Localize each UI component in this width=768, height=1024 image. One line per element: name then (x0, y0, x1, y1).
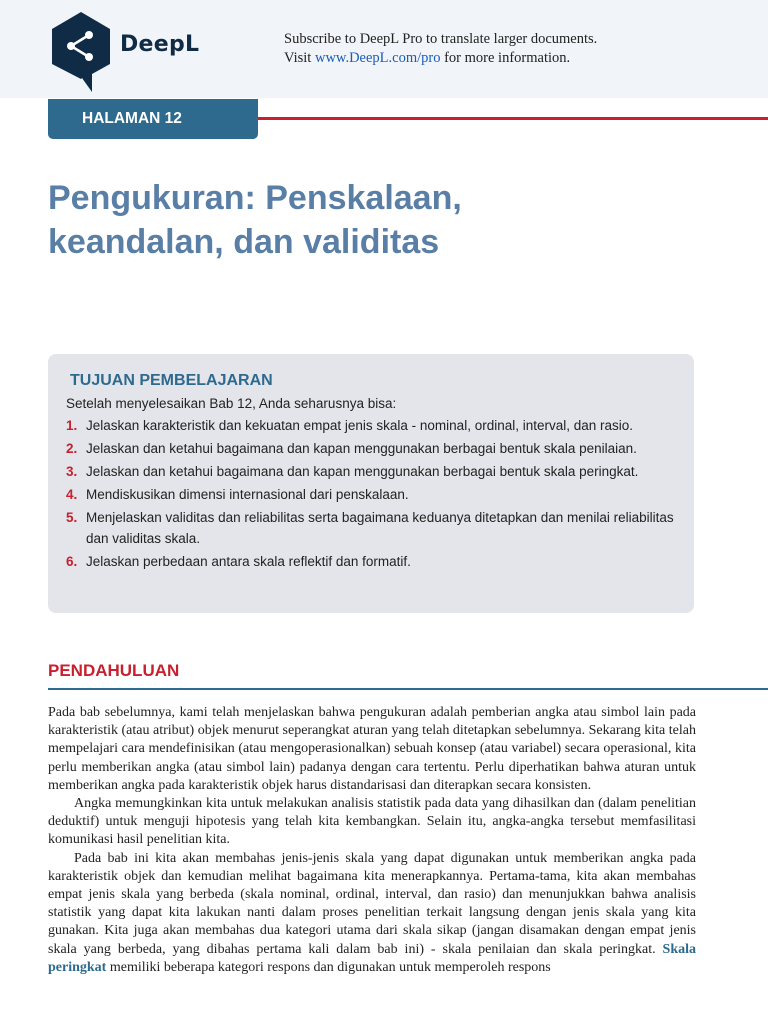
key-term-rating-scale: Skala peringkat (48, 941, 696, 975)
promo-line-1: Subscribe to DeepL Pro to translate larger documents. (284, 31, 598, 47)
promo-line-2 (284, 49, 597, 68)
objective-item (66, 551, 676, 572)
section-rule (48, 688, 768, 690)
body-text (48, 704, 696, 977)
deepl-banner (0, 0, 768, 98)
objective-text: Jelaskan perbedaan antara skala reflektif dan formatif. (86, 554, 411, 569)
objectives-heading: TUJUAN PEMBELAJARAN (70, 372, 273, 389)
learning-objectives-box (48, 354, 694, 613)
objectives-list (66, 415, 676, 572)
paragraph-3 (48, 850, 696, 977)
paragraph-3-text: Pada bab ini kita akan membahas jenis-jenis skala yang dapat digunakan untuk memberikan angka pada karakteristik objek dan kemudian melihat bagaimana kita menerapkannya. Pertama-tama, kita akan membahas empat jenis skala yang berbeda (skala nominal, ordinal, interval, dan rasio) dan menunjukkan bahwa analisis statistik yang dapat kita lakukan nanti dalam proses penelitian terkait langsung dengan jenis skala yang kita gunakan. Kita juga akan membahas dua kategori utama dari skala sikap (jangan disamakan dengan empat jenis skala yang berbeda, yang dibahas pertama kali dalam bab ini) - skala penilaian dan skala peringkat. (48, 850, 696, 957)
paragraph-2: Angka memungkinkan kita untuk melakukan analisis statistik pada data yang dihasilkan dan (dalam penelitian deduktif) untuk menguji hipotesis yang telah kita kembangkan. Selain itu, angka-angka tersebut memfasilitasi komunikasi hasil penelitian kita. (48, 796, 696, 848)
objective-item (66, 438, 676, 459)
objective-number: 6. (66, 554, 78, 569)
objective-text: Jelaskan dan ketahui bagaimana dan kapan menggunakan berbagai bentuk skala peringkat. (86, 464, 639, 479)
objective-number: 4. (66, 487, 78, 502)
objective-number: 5. (66, 510, 78, 525)
objective-text: Jelaskan dan ketahui bagaimana dan kapan menggunakan berbagai bentuk skala penilaian. (86, 441, 637, 456)
objective-item (66, 507, 676, 549)
objective-text: Menjelaskan validitas dan reliabilitas serta bagaimana keduanya ditetapkan dan menilai reliabilitas dan validitas skala. (86, 510, 674, 546)
chapter-title-line-2: keandalan, dan validitas (48, 223, 440, 261)
objective-number: 2. (66, 441, 78, 456)
promo-tail: for more information. (444, 50, 571, 66)
section-heading-introduction: PENDAHULUAN (48, 661, 180, 680)
chapter-title (48, 176, 738, 264)
objective-item (66, 461, 676, 482)
objective-number: 3. (66, 464, 78, 479)
objective-item (66, 415, 676, 436)
header-rule (258, 117, 768, 120)
promo-message (284, 30, 597, 68)
deepl-pro-link[interactable]: www.DeepL.com/pro (314, 50, 441, 66)
objective-text: Jelaskan karakteristik dan kekuatan empat jenis skala - nominal, ordinal, interval, dan rasio. (86, 418, 634, 433)
page-number-tab: HALAMAN 12 (48, 99, 258, 139)
objective-number: 1. (66, 418, 78, 433)
deepl-logo-text: DeepL (120, 32, 200, 57)
objective-item (66, 484, 676, 505)
objectives-intro: Setelah menyelesaikan Bab 12, Anda seharusnya bisa: (66, 396, 397, 411)
paragraph-3-continuation: memiliki beberapa kategori respons dan digunakan untuk memperoleh respons (109, 959, 551, 975)
objective-text: Mendiskusikan dimensi internasional dari penskalaan. (86, 487, 409, 502)
promo-visit: Visit (284, 50, 312, 66)
chapter-title-line-1: Pengukuran: Penskalaan, (48, 179, 462, 217)
deepl-logo-icon (52, 12, 110, 92)
paragraph-1: Pada bab sebelumnya, kami telah menjelaskan bahwa pengukuran adalah pemberian angka atau simbol lain pada karakteristik (atau atribut) objek menurut seperangkat aturan yang telah ditetapkan sebelumnya. Sekarang kita telah mempelajari cara mendefinisikan (atau mengoperasionalkan) sebuah konsep (atau variabel) secara operasional, kita perlu memberikan angka (atau simbol lain) padanya dengan cara tertentu. Perlu diperhatikan bahwa aturan untuk memberikan angka pada karakteristik objek harus distandarisasi dan diterapkan secara konsisten. (48, 705, 696, 793)
